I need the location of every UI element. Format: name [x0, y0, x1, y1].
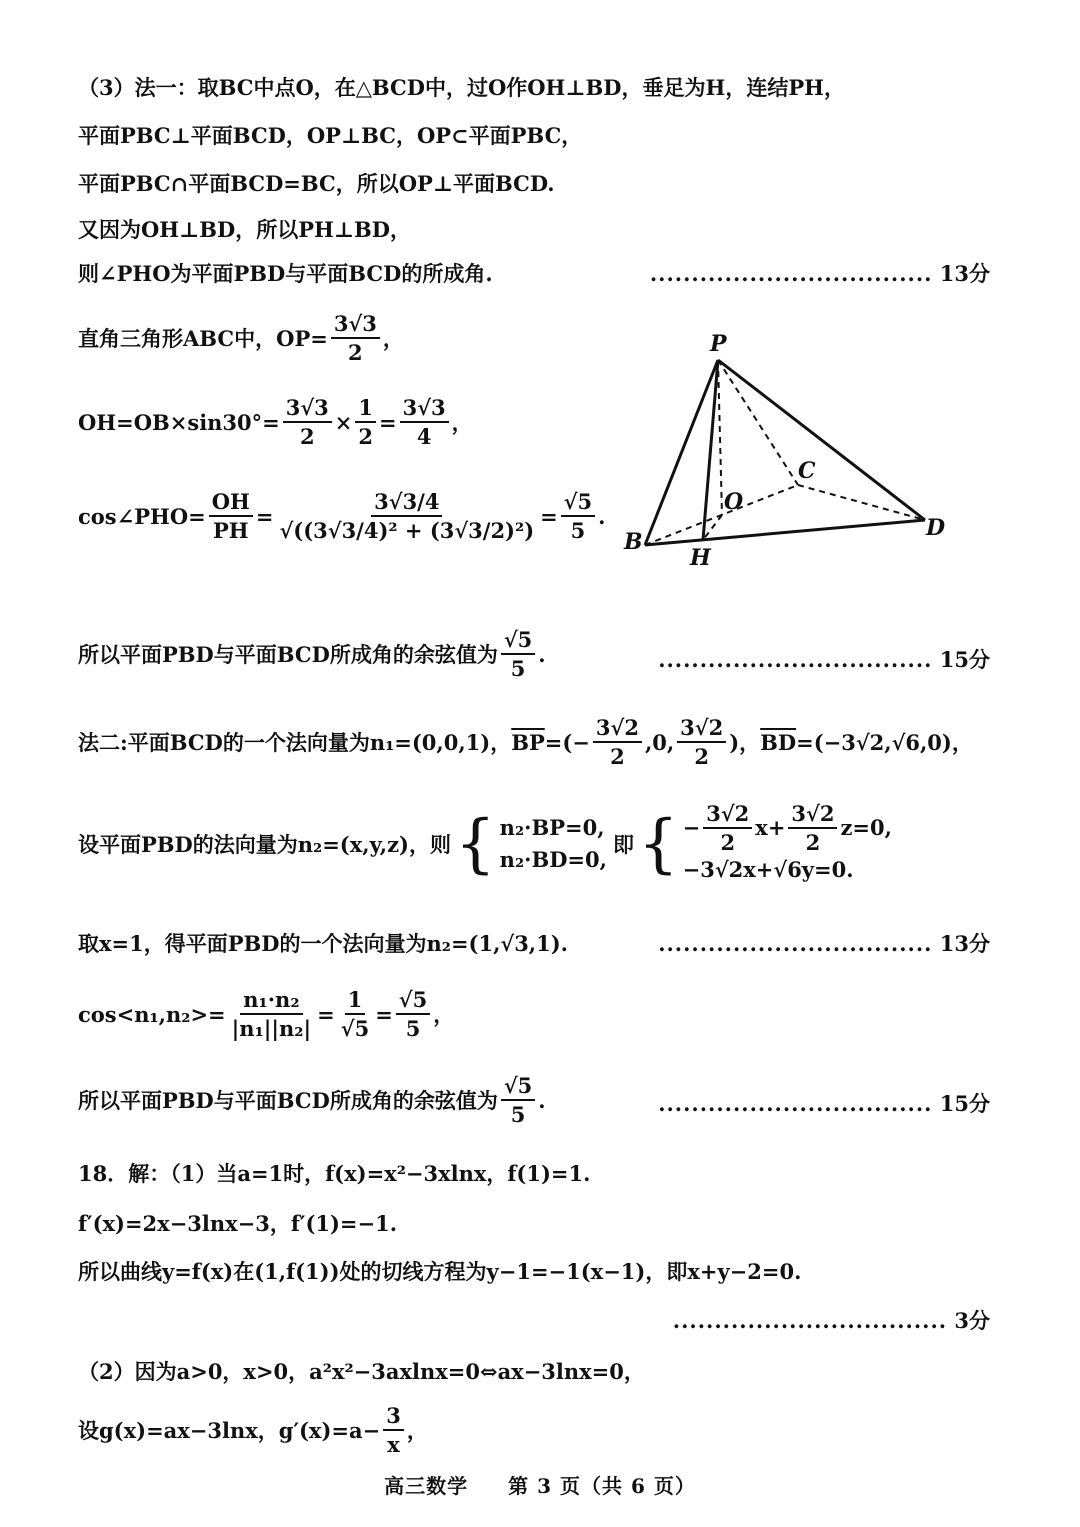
method2-cos: cos<n₁,n₂>= $\frac{\text{n₁·n₂}}{\text{|n₁||n₂|}}$ = $\frac{1}{√5}$ = $\frac{√5}{5}$ ，: [78, 987, 455, 1042]
page-footer: [0, 1470, 1080, 1499]
oh-equation: OH=OB×sin30°= $\frac{3√3}{2}$ × $\frac{1}{2}$ = $\frac{3√3}{4}$ ，: [78, 395, 473, 450]
q18-line-5: 设g(x)=ax−3lnx，g′(x)=a− $\frac{3}{x}$ ，: [78, 1403, 428, 1458]
q18-line-3: 所以曲线y=f(x)在(1,f(1))处的切线方程为y−1=−1(x−1)，即x+y−2=0.: [78, 1259, 802, 1284]
q18-line-4: （2）因为a>0，x>0，a²x²−3axlnx=0⇔ax−3lnx=0，: [78, 1359, 645, 1384]
method1-line-2: 平面PBC⊥平面BCD，OP⊥BC，OP⊂平面PBC，: [78, 123, 583, 148]
label-h: H: [690, 545, 711, 571]
score-15-a: ................................. 15分: [658, 647, 990, 672]
edge-pc: [718, 360, 798, 485]
score-3: ................................. 3分: [672, 1308, 990, 1333]
method2-line-3: 取x=1，得平面PBD的一个法向量为n₂=(1,√3,1).: [78, 931, 568, 956]
edge-ph: [703, 360, 718, 540]
edge-po: [718, 360, 722, 515]
method2-conclusion: 所以平面PBD与平面BCD所成角的余弦值为 $\frac{√5}{5}$ .: [78, 1073, 546, 1128]
edge-cd: [798, 485, 925, 520]
score-15-b: ................................. 15分: [658, 1091, 990, 1116]
label-c: C: [798, 458, 816, 484]
footer-page: 第 3 页（共 6 页）: [508, 1474, 696, 1498]
label-p: P: [710, 331, 727, 357]
edge-bd: [645, 520, 925, 545]
footer-subject: 高三数学: [384, 1474, 469, 1498]
method2-system: 设平面PBD的法向量为n₂=(x,y,z)，则 { n₂·BP=0, n₂·BD=0, 即 { − $\frac{3√2}{2}$ x+ $\frac{3√2}{2}$ z=0, −3√2x+√6y=0.: [78, 801, 892, 883]
label-o: O: [724, 489, 744, 515]
op-equation: 直角三角形ABC中，OP= $\frac{3√3}{2}$ ，: [78, 311, 404, 366]
score-13-a: .................................. 13分: [649, 261, 990, 286]
edge-pb: [645, 360, 718, 545]
tetrahedron-figure: [610, 325, 950, 575]
q18-line-2: f′(x)=2x−3lnx−3，f′(1)=−1.: [78, 1211, 398, 1236]
method1-line-1: （3）法一：取BC中点O，在△BCD中，过O作OH⊥BD，垂足为H，连结PH，: [78, 75, 845, 100]
method1-line-3: 平面PBC∩平面BCD=BC，所以OP⊥平面BCD.: [78, 171, 555, 196]
cos-phO-equation: cos∠PHO= $\frac{OH}{PH}$ = $\frac{3√3/4}{\text{√((3√3/4)² + (3√3/2)²)}}$ = $\frac{√5}{5}$ .: [78, 489, 606, 544]
score-13-b: ................................. 13分: [658, 931, 990, 956]
label-d: D: [926, 515, 946, 541]
method1-conclusion: 所以平面PBD与平面BCD所成角的余弦值为 $\frac{√5}{5}$ .: [78, 627, 546, 682]
edge-pd: [718, 360, 925, 520]
method1-line-4: 又因为OH⊥BD，所以PH⊥BD，: [78, 217, 412, 242]
label-b: B: [624, 529, 643, 555]
method1-line-5: 则∠PHO为平面PBD与平面BCD的所成角.: [78, 261, 493, 286]
q18-line-1: 18．解：（1）当a=1时，f(x)=x²−3xlnx，f(1)=1.: [78, 1161, 591, 1186]
method2-line-1: 法二:平面BCD的一个法向量为n₁=(0,0,1)， $\overline{BP}$ =(− $\frac{3√2}{2}$ ,0, $\frac{3√2}{2}$ )， $\overline{BD}$ =(−3√2,√6,0)，: [78, 715, 973, 770]
